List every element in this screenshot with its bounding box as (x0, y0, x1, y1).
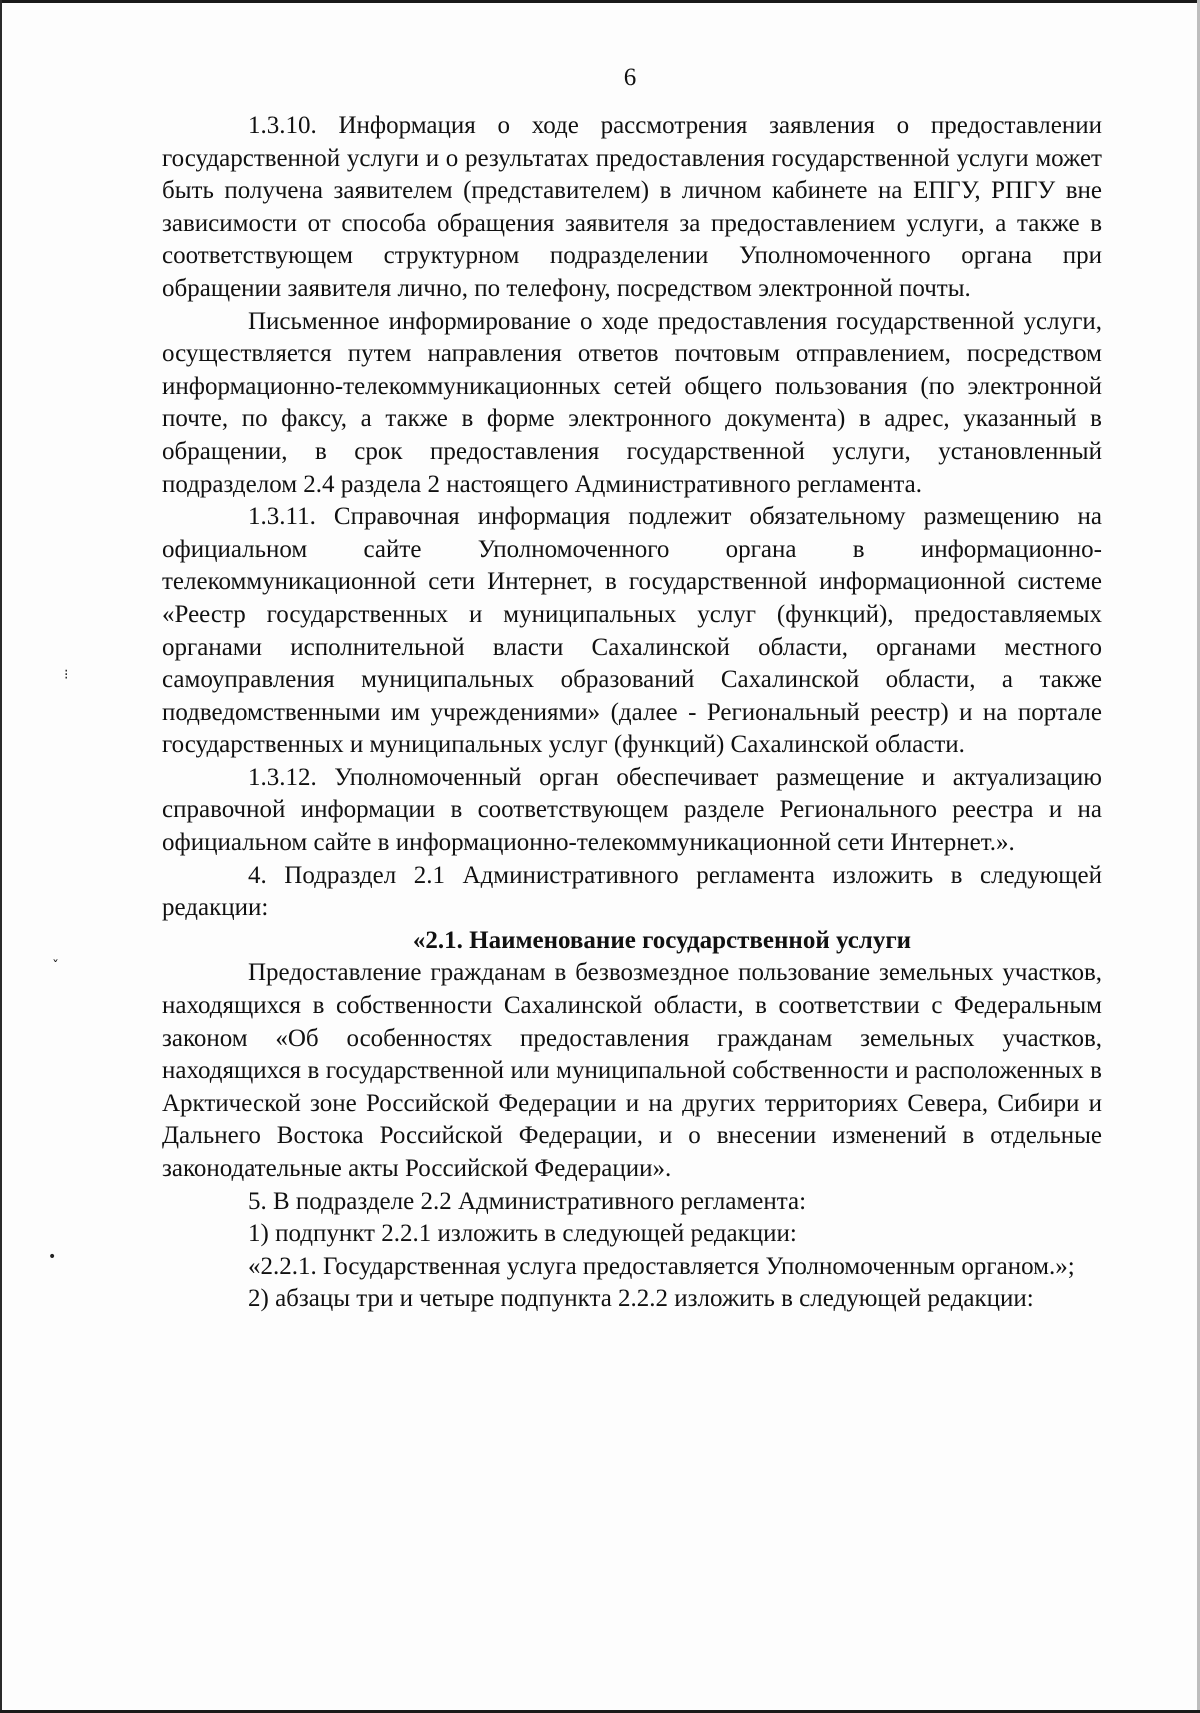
section-heading-2-1: «2.1. Наименование государственной услуги (412, 926, 912, 954)
page-number: 6 (623, 64, 637, 91)
document-body (162, 110, 1102, 1316)
paragraph-2-2-1: «2.2.1. Государственная услуга предоставляется Уполномоченным органом.»; (248, 1252, 1075, 1280)
paragraph-item-5: 5. В подразделе 2.2 Административного регламента: (248, 1187, 807, 1215)
paragraph-1-3-12: 1.3.12. Уполномоченный орган обеспечивает размещение и актуализацию справочной информации в соответствующем разделе Регионального реестра и на официальном сайте в информационно-телекоммуникационной сети Интернет.». (162, 763, 1102, 857)
paragraph-subitem-2: 2) абзацы три и четыре подпункта 2.2.2 изложить в следующей редакции: (248, 1285, 1034, 1313)
scan-speck-mark: • (48, 1249, 57, 1265)
paragraph-item-4: 4. Подраздел 2.1 Административного регламента изложить в следующей редакции: (162, 861, 1102, 922)
paragraph-service-name: Предоставление гражданам в безвозмездное пользование земельных участков, находящихся в собственности Сахалинской области, в соответствии с Федеральным законом «Об особенностях предоставления гражданам земельных участков, находящихся в государственной или муниципальной собственности и расположенных в Арктической зоне Российской Федерации и на других территориях Севера, Сибири и Дальнего Востока Российской Федерации, и о внесении изменений в отдельные законодательные акты Российской Федерации». (162, 959, 1102, 1182)
scan-speck-mark: ⁝ (64, 667, 69, 683)
paragraph-written-informing: Письменное информирование о ходе предоставления государственной услуги, осуществляется путем направления ответов почтовым отправлением, посредством информационно-телекоммуникационных сетей общего пользования (по электронной почте, по факсу, а также в форме электронного документа) в адрес, указанный в обращении, в срок предоставления государственной услуги, установленный подразделом 2.4 раздела 2 настоящего Административного регламента. (162, 307, 1102, 498)
paragraph-subitem-1: 1) подпункт 2.2.1 изложить в следующей редакции: (248, 1220, 797, 1248)
scan-edge-top (0, 0, 1200, 3)
paragraph-1-3-10: 1.3.10. Информация о ходе рассмотрения заявления о предоставлении государственной услуги и о результатах предоставления государственной услуги может быть получена заявителем (представителем) в личном кабинете на ЕПГУ, РПГУ вне зависимости от способа обращения заявителя за предоставлением услуги, а также в соответствующем структурном подразделении Уполномоченного органа при обращении заявителя лично, по телефону, посредством электронной почты. (162, 112, 1102, 302)
scan-speck-mark: ˇ (52, 959, 59, 975)
scan-edge-left (0, 0, 2, 1713)
paragraph-1-3-11: 1.3.11. Справочная информация подлежит обязательному размещению на официальном сайте Уполномоченного органа в информационно-телекоммуникационной сети Интернет, в государственной информационной системе «Реестр государственных и муниципальных услуг (функций), предоставляемых органами исполнительной власти Сахалинской области, органами местного самоуправления муниципальных образований Сахалинской области, а также подведомственными им учреждениями» (далее - Региональный реестр) и на портале государственных и муниципальных услуг (функций) Сахалинской области. (162, 503, 1102, 759)
